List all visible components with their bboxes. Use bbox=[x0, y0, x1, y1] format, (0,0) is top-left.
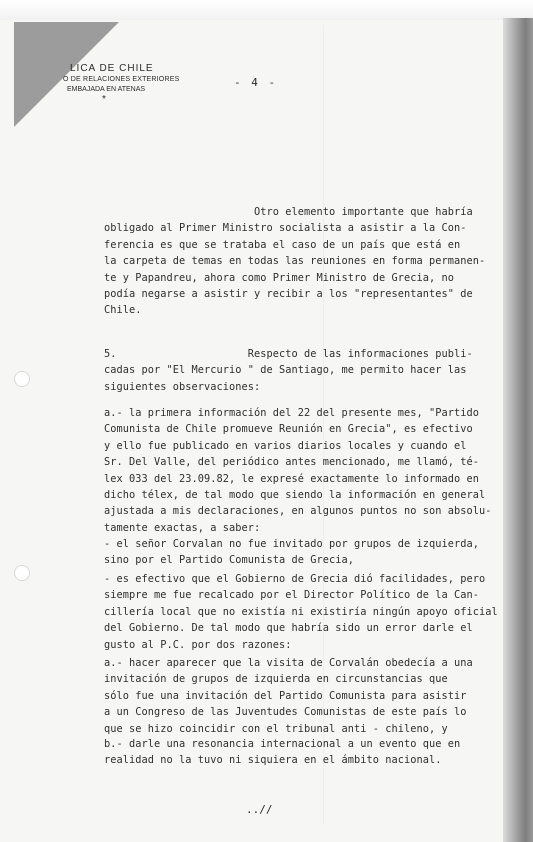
text-line: Chile. bbox=[104, 304, 142, 317]
text-line: del Gobierno. De tal modo que habría sido un error darle el bbox=[104, 622, 473, 635]
text-line: que se hizo coincidir con el tribunal anti - chileno, y bbox=[104, 722, 448, 735]
text-line: Sr. Del Valle, del periódico antes mencionado, me llamó, té- bbox=[104, 456, 479, 469]
scan-right-edge bbox=[503, 18, 533, 842]
text-line: 5. Respecto de las informaciones publi- bbox=[104, 348, 473, 360]
text-line: la carpeta de temas en todas las reuniones en forma permanen- bbox=[104, 255, 486, 268]
text-line: ferencia es que se trataba el caso de un país que está en bbox=[104, 238, 461, 251]
scan-top-edge bbox=[0, 0, 533, 20]
letterhead-country: LICA DE CHILE bbox=[70, 63, 154, 74]
text-line: - el señor Corvalan no fue invitado por grupos de izquierda, bbox=[104, 538, 479, 550]
letterhead-ministry: O DE RELACIONES EXTERIORES bbox=[63, 76, 180, 83]
text-line: y ello fue publicado en varios diarios locales y cuando el bbox=[104, 439, 467, 452]
text-line: podía negarse a asistir y recibir a los "representantes" de bbox=[104, 288, 473, 300]
page-number: - 4 - bbox=[234, 76, 278, 89]
text-line: dicho télex, de tal modo que siendo la información en general bbox=[104, 489, 486, 501]
text-line: sino por el Partido Comunista de Grecia, bbox=[104, 554, 354, 567]
text-line: sólo fue una invitación del Partido Comunista para asistir bbox=[104, 689, 467, 702]
text-line: cadas por "El Mercurio " de Santiago, me permito hacer las bbox=[104, 364, 467, 377]
text-line: lex 033 del 23.09.82, le expresé exactamente lo informado en bbox=[104, 472, 479, 485]
text-line: obligado al Primer Ministro socialista a asistir a la Con- bbox=[104, 222, 467, 235]
letterhead bbox=[40, 63, 179, 105]
continuation-mark: ..// bbox=[246, 803, 273, 816]
text-line: siempre me fue recalcado por el Director Político de la Can- bbox=[104, 589, 479, 602]
text-line: a.- hacer aparecer que la visita de Corvalán obedecía a una bbox=[104, 657, 473, 669]
text-line: realidad no la tuvo ni siquiera en el ámbito nacional. bbox=[104, 754, 442, 767]
text-line: invitación de grupos de izquierda en circunstancias que bbox=[104, 673, 448, 686]
text-line: cillería local que no existía ni existiría ningún apoyo oficial bbox=[104, 605, 498, 618]
text-line: a un Congreso de las Juventudes Comunistas de este país lo bbox=[104, 706, 467, 719]
text-line: tamente exactas, a saber: bbox=[104, 521, 261, 534]
text-line: Comunista de Chile promueve Reunión en Grecia", es efectivo bbox=[104, 423, 473, 436]
letterhead-embassy: EMBAJADA EN ATENAS bbox=[67, 86, 146, 93]
punch-hole bbox=[14, 371, 30, 387]
letterhead-mark: * bbox=[102, 94, 106, 105]
text-line: b.- darle una resonancia internacional a un evento que en bbox=[104, 738, 461, 750]
text-line: siguientes observaciones: bbox=[104, 380, 261, 393]
text-line: te y Papandreu, ahora como Primer Ministro de Grecia, no bbox=[104, 271, 454, 284]
text-line: - es efectivo que el Gobierno de Grecia dió facilidades, pero bbox=[104, 573, 486, 585]
text-line: a.- la primera información del 22 del presente mes, "Partido bbox=[104, 407, 479, 419]
text-line: ajustada a mis declaraciones, en algunos puntos no son absolu- bbox=[104, 505, 492, 518]
punch-hole bbox=[14, 565, 30, 581]
text-line: gusto al P.C. por dos razones: bbox=[104, 638, 292, 651]
text-line: Otro elemento importante que habría bbox=[104, 206, 473, 218]
